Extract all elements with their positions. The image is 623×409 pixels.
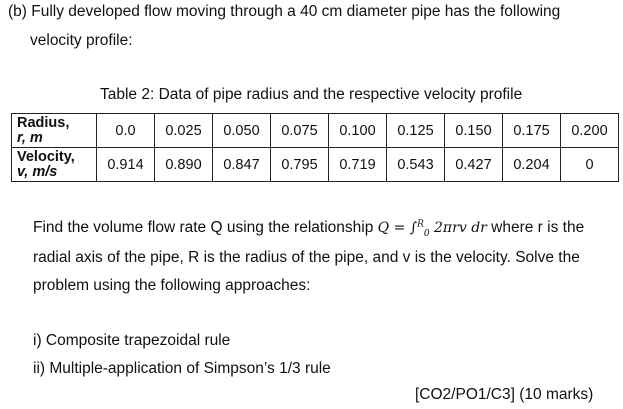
radius-cell: 0.100 [329, 114, 387, 148]
velocity-row [12, 148, 619, 182]
radius-header-unit: r, m [17, 129, 43, 146]
marks-label: [CO2/PO1/C3] (10 marks) [415, 386, 594, 403]
velocity-cell: 0.890 [155, 148, 213, 182]
formula-equals: = [389, 220, 410, 236]
radius-cell: 0.0 [97, 114, 155, 148]
table-caption: Table 2: Data of pipe radius and the respective velocity profile [100, 86, 523, 103]
formula-integrand: 2πrv dr [429, 220, 487, 236]
velocity-cell: 0.847 [213, 148, 271, 182]
task-paragraph-line-2: radial axis of the pipe, R is the radius of the pipe, and v is the velocity. Solve the [33, 249, 580, 266]
approach-item-simpson: ii) Multiple-application of Simpson’s 1/3 rule [33, 360, 331, 377]
task-paragraph-line-1 [33, 219, 584, 239]
velocity-header-label: Velocity, [17, 148, 75, 165]
flow-rate-formula [377, 219, 487, 239]
velocity-profile-table [11, 113, 619, 182]
velocity-cell: 0.914 [97, 148, 155, 182]
question-intro-line: (b) Fully developed flow moving through a 40 cm diameter pipe has the following [8, 3, 561, 20]
integral-sign: ∫ [409, 220, 418, 236]
integral-lower-limit: 0 [423, 228, 430, 239]
task-paragraph-line-3: problem using the following approaches: [33, 277, 311, 294]
radius-cell: 0.200 [561, 114, 619, 148]
radius-header [12, 114, 97, 148]
radius-cell: 0.150 [445, 114, 503, 148]
approach-item-trapezoidal: i) Composite trapezoidal rule [33, 332, 231, 349]
velocity-header-unit: v, m/s [17, 163, 58, 180]
velocity-cell: 0.204 [503, 148, 561, 182]
radius-header-label: Radius, [17, 114, 70, 131]
velocity-cell: 0.427 [445, 148, 503, 182]
velocity-cell: 0 [561, 148, 619, 182]
radius-cell: 0.075 [271, 114, 329, 148]
radius-row [12, 114, 619, 148]
velocity-header [12, 148, 97, 182]
formula-lhs: Q [377, 220, 390, 236]
radius-cell: 0.125 [387, 114, 445, 148]
velocity-cell: 0.795 [271, 148, 329, 182]
radius-cell: 0.025 [155, 114, 213, 148]
task-text-start: Find the volume flow rate Q using the relationship [33, 219, 378, 236]
velocity-cell: 0.543 [387, 148, 445, 182]
radius-cell: 0.050 [213, 114, 271, 148]
integral-upper-limit: R [417, 219, 424, 230]
velocity-cell: 0.719 [329, 148, 387, 182]
radius-cell: 0.175 [503, 114, 561, 148]
task-text-end: where r is the [486, 219, 585, 236]
question-intro-continuation: velocity profile: [30, 32, 133, 49]
